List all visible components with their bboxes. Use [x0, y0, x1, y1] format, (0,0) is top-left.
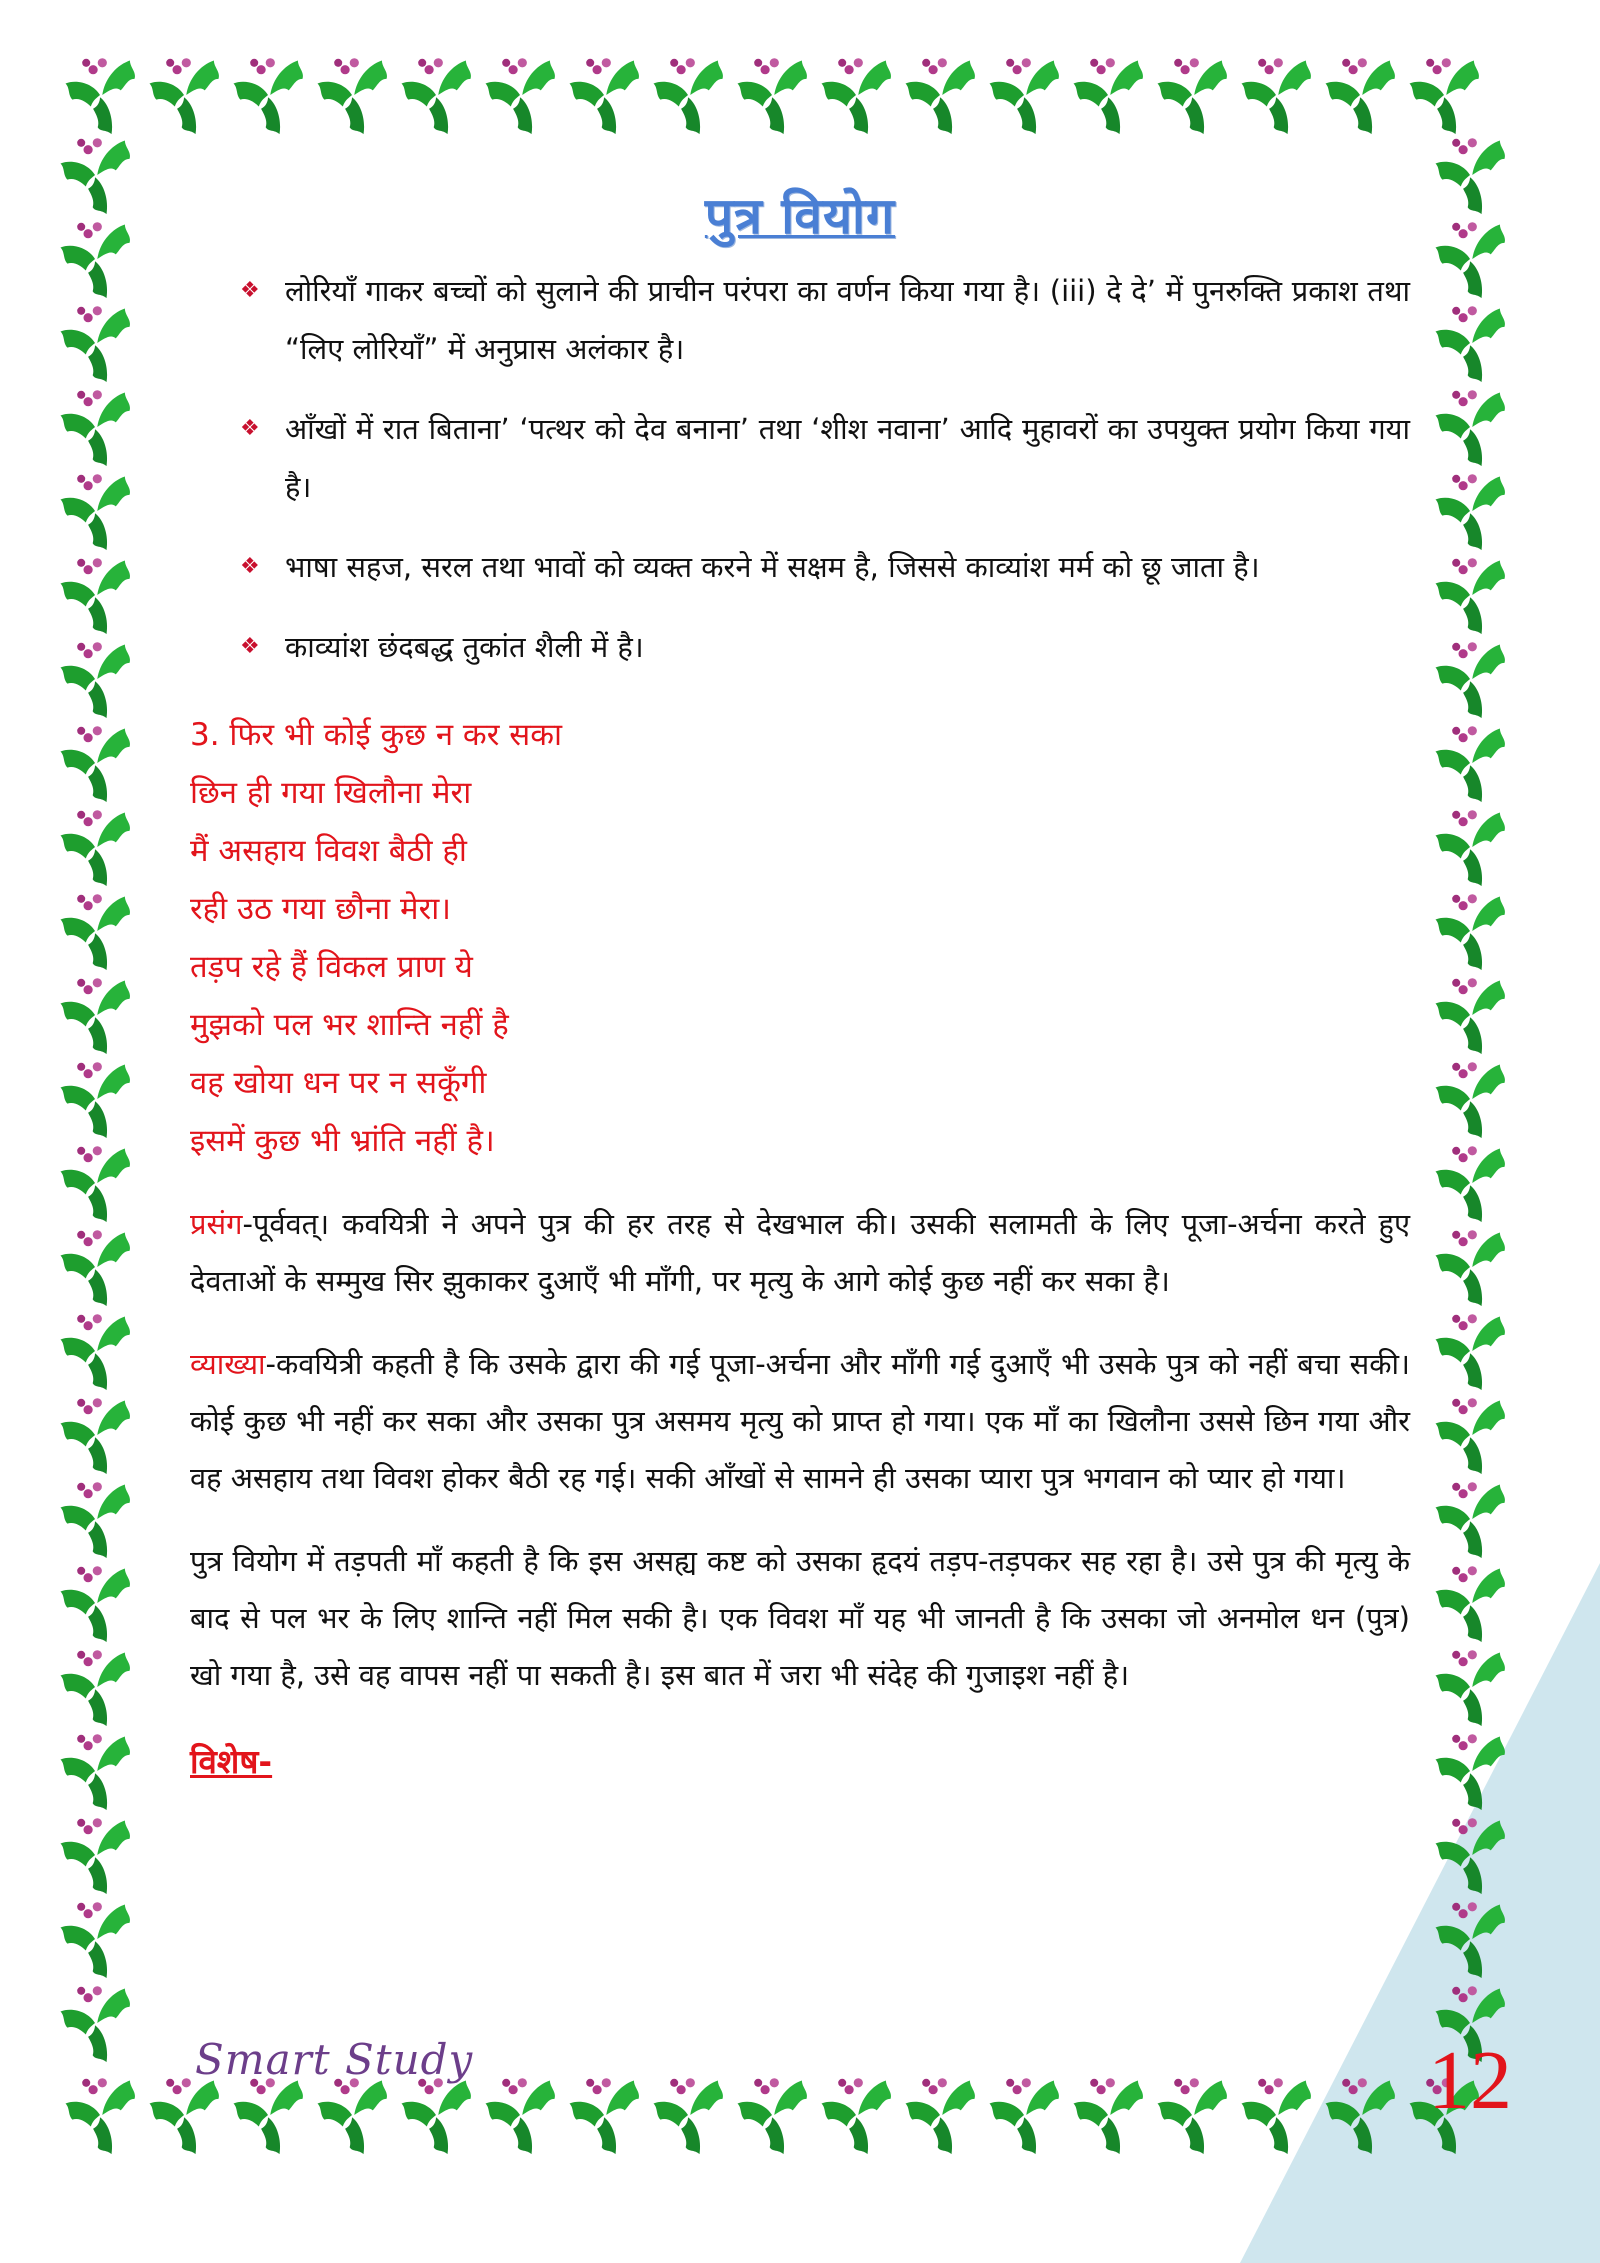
holly-leaf-icon: [654, 58, 723, 134]
holly-leaf-icon: [822, 58, 891, 134]
holly-leaf-icon: [61, 390, 130, 466]
list-item: ❖ लोरियाँ गाकर बच्चों को सुलाने की प्राचीन परंपरा का वर्णन किया गया है। (iii) दे दे’ में पुनरुक्ति प्रकाश तथा “लिए लोरियाँ” में अनुप्रास अलंकार है।: [190, 262, 1410, 378]
holly-leaf-icon: [1436, 978, 1505, 1054]
holly-leaf-icon: [1326, 2078, 1395, 2154]
holly-leaf-icon: [61, 1146, 130, 1222]
holly-leaf-icon: [234, 2078, 303, 2154]
vishesh-heading: विशेष-: [190, 1742, 273, 1781]
holly-leaf-icon: [1436, 1734, 1505, 1810]
holly-leaf-icon: [990, 2078, 1059, 2154]
bullet-icon: ❖: [240, 278, 260, 303]
prasang-label: प्रसंग: [190, 1207, 243, 1241]
poem-line: रही उठ गया छौना मेरा।: [190, 891, 452, 927]
poem-line: इसमें कुछ भी भ्रांति नहीं है।: [190, 1123, 495, 1159]
poem-line: वह खोया धन पर न सकूँगी: [190, 1065, 487, 1101]
holly-leaf-icon: [1436, 1230, 1505, 1306]
bullet-icon: ❖: [240, 416, 260, 441]
holly-leaf-icon: [61, 1230, 130, 1306]
holly-leaf-icon: [61, 138, 130, 214]
page-content: [190, 180, 1410, 1783]
holly-leaf-icon: [318, 2078, 387, 2154]
holly-leaf-icon: [1242, 58, 1311, 134]
holly-leaf-icon: [1436, 726, 1505, 802]
brand-logo: Smart Study: [195, 2035, 474, 2084]
list-item: ❖ भाषा सहज, सरल तथा भावों को व्यक्त करने में सक्षम है, जिससे काव्यांश मर्म को छू जाता है।: [190, 538, 1410, 596]
holly-leaf-icon: [1436, 1062, 1505, 1138]
page-number: 12: [1428, 2034, 1512, 2127]
holly-leaf-icon: [66, 58, 135, 134]
holly-leaf-icon: [150, 58, 219, 134]
holly-leaf-icon: [61, 1734, 130, 1810]
holly-leaf-icon: [1436, 1314, 1505, 1390]
vyakhya-paragraph: व्याख्या-कवयित्री कहती है कि उसके द्वारा की गई पूजा-अर्चना और माँगी गई दुआएँ भी उसके पुत्र को नहीं बचा सकी। कोई कुछ भी नहीं कर सका और उसका पुत्र असमय मृत्यु को प्राप्त हो गया। एक माँ का खिलौना उससे छिन गया और वह असहाय तथा विवश होकर बैठी रह गई। सकी आँखों से सामने ही उसका प्यारा पुत्र भगवान को प्यार हो गया।: [190, 1347, 1410, 1495]
holly-leaf-icon: [61, 642, 130, 718]
holly-leaf-icon: [61, 810, 130, 886]
holly-leaf-icon: [1436, 222, 1505, 298]
holly-leaf-icon: [1436, 306, 1505, 382]
explanation-paragraph: पुत्र वियोग में तड़पती माँ कहती है कि इस असह्य कष्ट को उसका हृदयं तड़प-तड़पकर सह रहा है। उसे पुत्र की मृत्यु के बाद से पल भर के लिए शान्ति नहीं मिल सकी है। एक विवश माँ यह भी जानती है कि उसका जो अनमोल धन (पुत्र) खो गया है, उसे वह वापस नहीं पा सकती है। इस बात में जरा भी संदेह की गुजाइश नहीं है।: [190, 1544, 1410, 1692]
holly-leaf-icon: [738, 2078, 807, 2154]
holly-leaf-icon: [1436, 642, 1505, 718]
page-title: पुत्र वियोग: [704, 187, 896, 245]
holly-leaf-icon: [1436, 558, 1505, 634]
holly-leaf-icon: [1436, 1566, 1505, 1642]
holly-leaf-icon: [61, 1986, 130, 2062]
poem-line: मुझको पल भर शान्ति नहीं है: [190, 1007, 509, 1043]
poem-line: 3. फिर भी कोई कुछ न कर सका: [190, 717, 563, 753]
holly-leaf-icon: [1436, 1902, 1505, 1978]
holly-leaf-icon: [66, 2078, 135, 2154]
features-list: [190, 262, 1410, 676]
holly-leaf-icon: [61, 978, 130, 1054]
holly-leaf-icon: [906, 58, 975, 134]
poem-stanza: [190, 706, 1410, 1170]
holly-leaf-icon: [61, 1398, 130, 1474]
holly-leaf-icon: [654, 2078, 723, 2154]
list-item: ❖ काव्यांश छंदबद्ध तुकांत शैली में है।: [190, 618, 1410, 676]
holly-leaf-icon: [1436, 894, 1505, 970]
holly-leaf-icon: [61, 1902, 130, 1978]
vyakhya-label: व्याख्या: [190, 1347, 266, 1381]
holly-leaf-icon: [570, 58, 639, 134]
holly-leaf-icon: [1436, 474, 1505, 550]
holly-leaf-icon: [318, 58, 387, 134]
holly-leaf-icon: [402, 58, 471, 134]
holly-leaf-icon: [61, 306, 130, 382]
holly-leaf-icon: [1436, 1650, 1505, 1726]
bullet-icon: ❖: [240, 554, 260, 579]
holly-leaf-icon: [61, 1314, 130, 1390]
holly-leaf-icon: [61, 894, 130, 970]
holly-leaf-icon: [486, 2078, 555, 2154]
holly-leaf-icon: [234, 58, 303, 134]
holly-leaf-icon: [61, 1062, 130, 1138]
holly-leaf-icon: [486, 58, 555, 134]
poem-line: छिन ही गया खिलौना मेरा: [190, 775, 472, 811]
holly-leaf-icon: [738, 58, 807, 134]
holly-leaf-icon: [1158, 58, 1227, 134]
holly-leaf-icon: [1436, 1146, 1505, 1222]
holly-leaf-icon: [1436, 1482, 1505, 1558]
holly-leaf-icon: [1436, 1398, 1505, 1474]
holly-leaf-icon: [61, 1818, 130, 1894]
holly-leaf-icon: [1436, 138, 1505, 214]
holly-leaf-icon: [61, 726, 130, 802]
holly-leaf-icon: [61, 474, 130, 550]
holly-leaf-icon: [1436, 1818, 1505, 1894]
prasang-paragraph: प्रसंग-पूर्ववत्। कवयित्री ने अपने पुत्र की हर तरह से देखभाल की। उसकी सलामती के लिए पूजा-अर्चना करते हुए देवताओं के सम्मुख सिर झुकाकर दुआएँ भी माँगी, पर मृत्यु के आगे कोई कुछ नहीं कर सका है।: [190, 1207, 1410, 1298]
holly-leaf-icon: [990, 58, 1059, 134]
holly-leaf-icon: [1410, 58, 1479, 134]
holly-leaf-icon: [822, 2078, 891, 2154]
holly-leaf-icon: [61, 1650, 130, 1726]
holly-leaf-icon: [1436, 390, 1505, 466]
holly-leaf-icon: [570, 2078, 639, 2154]
holly-leaf-icon: [1074, 58, 1143, 134]
holly-leaf-icon: [1158, 2078, 1227, 2154]
holly-leaf-icon: [150, 2078, 219, 2154]
bullet-icon: ❖: [240, 634, 260, 659]
holly-leaf-icon: [1242, 2078, 1311, 2154]
holly-leaf-icon: [906, 2078, 975, 2154]
holly-leaf-icon: [1436, 810, 1505, 886]
poem-line: तड़प रहे हैं विकल प्राण ये: [190, 949, 473, 985]
holly-leaf-icon: [402, 2078, 471, 2154]
holly-leaf-icon: [61, 222, 130, 298]
holly-leaf-icon: [1326, 58, 1395, 134]
list-item: ❖ आँखों में रात बिताना’ ‘पत्थर को देव बनाना’ तथा ‘शीश नवाना’ आदि मुहावरों का उपयुक्त प्रयोग किया गया है।: [190, 400, 1410, 516]
holly-leaf-icon: [61, 558, 130, 634]
holly-leaf-icon: [1074, 2078, 1143, 2154]
holly-leaf-icon: [61, 1482, 130, 1558]
poem-line: मैं असहाय विवश बैठी ही: [190, 833, 467, 869]
holly-leaf-icon: [61, 1566, 130, 1642]
